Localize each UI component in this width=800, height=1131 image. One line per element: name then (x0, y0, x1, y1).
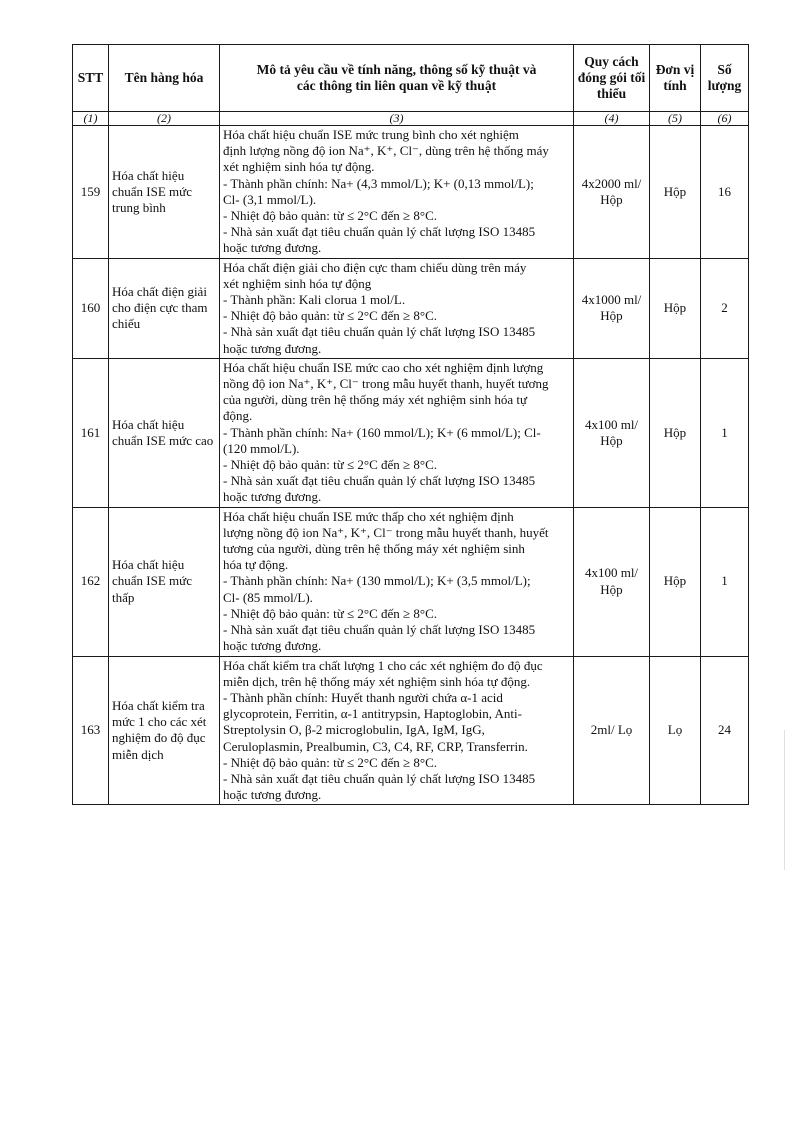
description-line: Cl- (3,1 mmol/L). (223, 191, 317, 207)
row-packing: 4x1000 ml/ Hộp (574, 258, 650, 358)
row-description (220, 126, 574, 259)
row-packing: 4x2000 ml/ Hộp (574, 126, 650, 259)
column-number: (1) (73, 112, 109, 126)
description-line: - Nhiệt độ bảo quản: từ ≤ 2°C đến ≥ 8°C. (223, 208, 438, 224)
header-name: Tên hàng hóa (109, 45, 220, 112)
row-quantity: 2 (701, 258, 749, 358)
description-line: - Nhiệt độ bảo quản: từ ≤ 2°C đến ≥ 8°C. (223, 754, 438, 770)
row-product-name: Hóa chất hiệu chuẩn ISE mức thấp (109, 507, 220, 656)
description-line: - Nhà sản xuất đạt tiêu chuẩn quản lý chất lượng ISO 13485 (223, 224, 536, 240)
description-line: - Thành phần chính: Na+ (130 mmol/L); K+ (3,5 mmol/L); (223, 573, 531, 589)
row-stt: 159 (73, 126, 109, 259)
description-line: - Thành phần: Kali clorua 1 mol/L. (223, 292, 406, 308)
description-line: Hóa chất hiệu chuẩn ISE mức thấp cho xét nghiệm định (223, 508, 514, 524)
table-row (73, 358, 749, 507)
description-line: Hóa chất kiểm tra chất lượng 1 cho các xét nghiệm đo độ đục (223, 657, 543, 673)
table-row (73, 656, 749, 805)
row-packing: 2ml/ Lọ (574, 656, 650, 805)
header-stt: STT (73, 45, 109, 112)
description-line: lượng nồng độ ion Na⁺, K⁺, Cl⁻ trong mẫu huyết thanh, huyết (223, 524, 549, 540)
column-number: (5) (650, 112, 701, 126)
row-quantity: 1 (701, 358, 749, 507)
description-line: Hóa chất hiệu chuẩn ISE mức trung bình cho xét nghiệm (223, 127, 519, 142)
description-line: Streptolysin O, β-2 microglobulin, IgA, IgM, IgG, (223, 722, 485, 738)
row-quantity: 1 (701, 507, 749, 656)
column-number: (2) (109, 112, 220, 126)
row-quantity: 16 (701, 126, 749, 259)
description-line: glycoprotein, Ferritin, α-1 antitrypsin, Haptoglobin, Anti- (223, 706, 522, 722)
description-line: định lượng nồng độ ion Na⁺, K⁺, Cl⁻, dùng trên hệ thống máy (223, 143, 549, 159)
row-stt: 162 (73, 507, 109, 656)
column-number: (6) (701, 112, 749, 126)
header-row (73, 45, 749, 112)
description-line: - Nhiệt độ bảo quản: từ ≤ 2°C đến ≥ 8°C. (223, 605, 438, 621)
row-product-name: Hóa chất hiệu chuẩn ISE mức trung bình (109, 126, 220, 259)
header-quantity: Số lượng (701, 45, 749, 112)
row-product-name: Hóa chất kiểm tra mức 1 cho các xét nghiệm đo độ đục miễn dịch (109, 656, 220, 805)
row-description (220, 258, 574, 358)
specification-table (72, 44, 749, 805)
header-unit: Đơn vị tính (650, 45, 701, 112)
row-unit: Hộp (650, 126, 701, 259)
row-unit: Hộp (650, 258, 701, 358)
description-line: (120 mmol/L). (223, 440, 300, 456)
row-description (220, 358, 574, 507)
row-packing: 4x100 ml/ Hộp (574, 358, 650, 507)
description-line: hoặc tương đương. (223, 489, 322, 505)
description-line: Hóa chất điện giải cho điện cực tham chiếu dùng trên máy (223, 259, 527, 275)
row-stt: 161 (73, 358, 109, 507)
row-quantity: 24 (701, 656, 749, 805)
column-number: (4) (574, 112, 650, 126)
description-line: của người, dùng trên hệ thống máy xét nghiệm sinh hóa tự (223, 392, 528, 408)
description-line: tương của người, dùng trên hệ thống máy xét nghiệm sinh (223, 541, 525, 557)
description-line: - Nhà sản xuất đạt tiêu chuẩn quản lý chất lượng ISO 13485 (223, 324, 536, 340)
description-line: - Nhà sản xuất đạt tiêu chuẩn quản lý chất lượng ISO 13485 (223, 622, 536, 638)
row-stt: 160 (73, 258, 109, 358)
row-unit: Hộp (650, 358, 701, 507)
row-description (220, 656, 574, 805)
description-line: - Thành phần chính: Na+ (4,3 mmol/L); K+ (0,13 mmol/L); (223, 175, 534, 191)
table-row (73, 258, 749, 358)
description-line: xét nghiệm sinh hóa tự động (223, 275, 372, 291)
header-description: Mô tả yêu cầu về tính năng, thông số kỹ thuật và các thông tin liên quan về kỹ thuật (220, 45, 574, 112)
description-line: động. (223, 408, 253, 424)
margin-scan-mark (784, 730, 795, 870)
description-line: hoặc tương đương. (223, 638, 322, 654)
row-unit: Hộp (650, 507, 701, 656)
description-line: - Nhiệt độ bảo quản: từ ≤ 2°C đến ≥ 8°C. (223, 457, 438, 473)
description-line: - Thành phần chính: Na+ (160 mmol/L); K+ (6 mmol/L); Cl- (223, 424, 541, 440)
description-line: Cl- (85 mmol/L). (223, 589, 313, 605)
row-packing: 4x100 ml/ Hộp (574, 507, 650, 656)
header-packing: Quy cách đóng gói tối thiểu (574, 45, 650, 112)
column-number-row (73, 112, 749, 126)
description-line: Hóa chất hiệu chuẩn ISE mức cao cho xét nghiệm định lượng (223, 359, 544, 375)
row-description (220, 507, 574, 656)
row-stt: 163 (73, 656, 109, 805)
description-line: hoặc tương đương. (223, 340, 322, 356)
description-line: - Nhà sản xuất đạt tiêu chuẩn quản lý chất lượng ISO 13485 (223, 473, 536, 489)
description-line: Ceruloplasmin, Prealbumin, C3, C4, RF, CRP, Transferrin. (223, 738, 528, 754)
description-line: - Nhiệt độ bảo quản: từ ≤ 2°C đến ≥ 8°C. (223, 308, 438, 324)
description-line: - Thành phần chính: Huyết thanh người chứa α-1 acid (223, 689, 503, 705)
row-product-name: Hóa chất hiệu chuẩn ISE mức cao (109, 358, 220, 507)
description-line: - Nhà sản xuất đạt tiêu chuẩn quản lý chất lượng ISO 13485 (223, 770, 536, 786)
table-row (73, 507, 749, 656)
description-line: miễn dịch, trên hệ thống máy xét nghiệm sinh hóa tự động. (223, 673, 531, 689)
row-unit: Lọ (650, 656, 701, 805)
row-product-name: Hóa chất điện giải cho điện cực tham chiếu (109, 258, 220, 358)
description-line: hoặc tương đương. (223, 787, 322, 803)
column-number: (3) (220, 112, 574, 126)
description-line: xét nghiệm sinh hóa tự động. (223, 159, 375, 175)
description-line: hóa tự động. (223, 557, 289, 573)
description-line: nồng độ ion Na⁺, K⁺, Cl⁻ trong mẫu huyết thanh, huyết tương (223, 376, 549, 392)
table-row (73, 126, 749, 259)
table-body (73, 45, 749, 805)
description-line: hoặc tương đương. (223, 240, 322, 256)
